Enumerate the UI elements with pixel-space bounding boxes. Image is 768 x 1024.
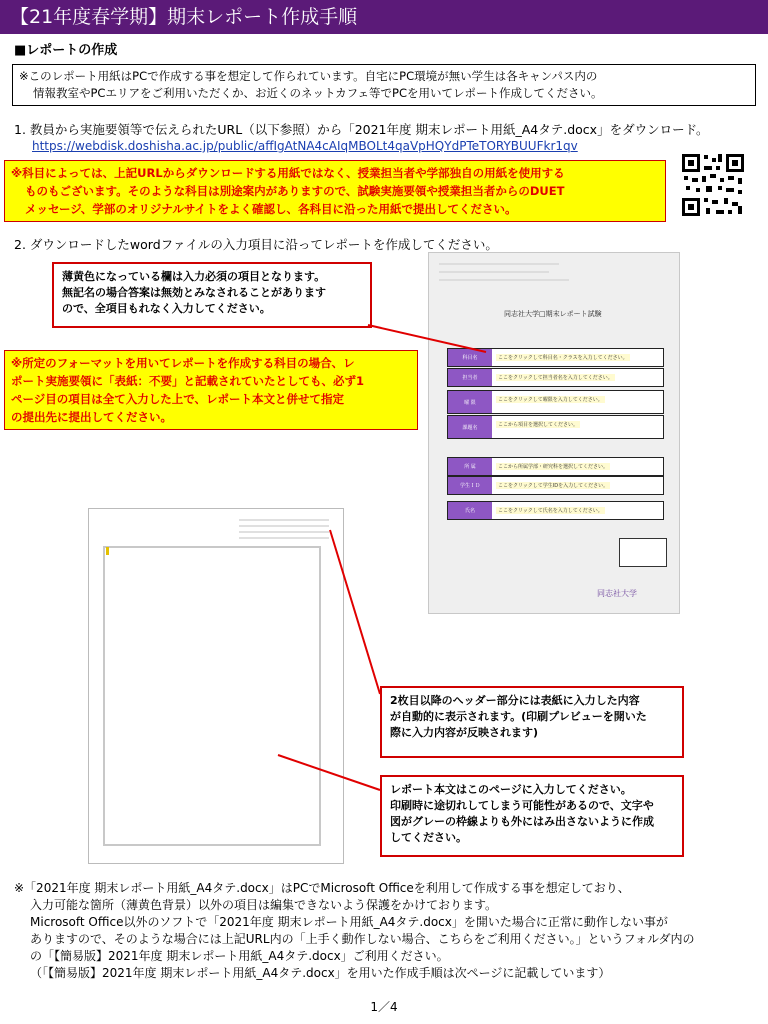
form-row	[447, 501, 664, 520]
header-auto-callout	[380, 686, 684, 758]
callout-line: 2枚目以降のヘッダー部分には表紙に入力した内容	[390, 694, 640, 707]
footnote	[14, 880, 758, 982]
form-row-label: 氏名	[448, 502, 492, 519]
page-title: 【21年度春学期】期末レポート作成手順	[0, 0, 768, 34]
form-title: 同志社大学□期末レポート試験	[504, 310, 602, 318]
footnote-line: 入力可能な箇所（薄黄色背景）以外の項目は編集できないよう保護をかけております。	[30, 898, 498, 912]
footnote-line: （「【簡易版】2021年度 期末レポート用紙_A4タテ.docx」を用いた作成手順は次ページに記載しています）	[30, 966, 611, 980]
pc-notice-box	[12, 64, 756, 106]
callout-line: してください。	[390, 831, 467, 844]
form-row	[447, 390, 664, 414]
form-row	[447, 348, 664, 367]
footnote-line: ※「2021年度 期末レポート用紙_A4タテ.docx」はPCでMicrosoft Officeを利用して作成する事を想定しており、	[14, 881, 630, 895]
callout-line: ページ目の項目は全て入力した上で、レポート本文と併せて指定	[11, 392, 345, 406]
form-row-field: ここから項目を選択してください。	[498, 422, 579, 428]
callout-line: 印刷時に途切れしてしまう可能性があるので、文字や	[390, 799, 654, 812]
body-input-callout	[380, 775, 684, 857]
university-logo: 同志社大学	[597, 589, 637, 598]
download-link[interactable]: https://webdisk.doshisha.ac.jp/public/affIgAtNA4cAIqMBOLt4qaVpHQYdPTeTORYBUUFkr1qv	[32, 139, 578, 153]
callout-line: 図がグレーの枠線よりも外にはみ出さないように作成	[390, 815, 654, 828]
form-row	[447, 368, 664, 387]
form-row-field: ここをクリックして氏名を入力してください。	[498, 508, 603, 514]
form-row	[447, 457, 664, 476]
text-area-frame	[103, 546, 321, 846]
warning-line: ものもございます。そのような科目は別途案内がありますので、試験実施要領や授業担当者からのDUET	[25, 184, 565, 198]
notice-line: ※このレポート用紙はPCで作成する事を想定して作られています。自宅にPC環境が無い学生は各キャンパス内の	[19, 69, 598, 83]
footnote-line: Microsoft Office以外のソフトで「2021年度 期末レポート用紙_A4タテ.docx」を開いた場合に正常に動作しない事が	[30, 915, 668, 929]
callout-line: 際に入力内容が反映されます)	[390, 726, 539, 739]
required-fields-callout	[52, 262, 372, 328]
callout-line: が自動的に表示されます。(印刷プレビューを開いた	[390, 710, 647, 723]
form-row-label: 科目名	[448, 349, 492, 366]
form-row	[447, 476, 664, 495]
form-row-label: 曜 限	[448, 391, 492, 413]
callout-line: ポート実施要領に「表紙：不要」と記載されていたとしても、必ず1	[11, 374, 364, 388]
step-1-text: 1. 教員から実施要領等で伝えられたURL（以下参照）から「2021年度 期末レポート用紙_A4タテ.docx」をダウンロード。	[14, 122, 709, 137]
subject-warning-box	[4, 160, 666, 222]
form-row-label: 所 属	[448, 458, 492, 475]
section-heading: ■レポートの作成	[14, 43, 118, 58]
cover-required-callout	[4, 350, 418, 430]
callout-line: 無記名の場合答案は無効とみなされることがあります	[62, 286, 326, 299]
form-row-field: ここをクリックして担当者名を入力してください。	[498, 375, 613, 381]
form-row-field: ここをクリックして科目名・クラスを入力してください。	[498, 355, 628, 361]
header-lines	[239, 519, 329, 543]
qr-code-icon	[680, 152, 746, 218]
callout-line: 薄黄色になっている欄は入力必須の項目となります。	[62, 270, 326, 283]
form-row-field: ここから所属学部・研究科を選択してください。	[498, 464, 609, 470]
form-row-field: ここをクリックして学生IDを入力してください。	[498, 483, 609, 489]
text-cursor-icon	[106, 547, 109, 555]
form-row	[447, 415, 664, 439]
warning-line: ※科目によっては、上記URLからダウンロードする用紙ではなく、授業担当者や学部独自の用紙を使用する	[11, 166, 565, 180]
footnote-line: ありますので、そのような場合には上記URL内の「上手く動作しない場合、こちらをご利用ください。」というフォルダ内の	[30, 932, 695, 946]
photo-box	[619, 538, 667, 567]
form-row-label: 担当者	[448, 369, 492, 386]
callout-line: レポート本文はこのページに入力してください。	[390, 783, 632, 796]
callout-line: ※所定のフォーマットを用いてレポートを作成する科目の場合、レ	[11, 356, 355, 370]
notice-line: 情報教室やPCエリアをご利用いただくか、お近くのネットカフェ等でPCを用いてレポート作成してください。	[33, 86, 603, 100]
report-body-page-screenshot	[88, 508, 344, 864]
step-2-text: 2. ダウンロードしたwordファイルの入力項目に沿ってレポートを作成してください。	[14, 237, 498, 252]
callout-line: の提出先に提出してください。	[11, 410, 172, 424]
warning-line: メッセージ、学部のオリジナルサイトをよく確認し、各科目に沿った用紙で提出してください。	[25, 202, 517, 216]
page-number: 1／4	[370, 1000, 398, 1014]
footnote-line: の「【簡易版】2021年度 期末レポート用紙_A4タテ.docx」ご利用ください。	[30, 949, 449, 963]
callout-line: ので、全項目もれなく入力してください。	[62, 302, 271, 315]
form-row-label: 学生ＩＤ	[448, 477, 492, 494]
form-row-label: 課題名	[448, 416, 492, 438]
form-cover-screenshot	[428, 252, 680, 614]
form-row-field: ここをクリックして曜限を入力してください。	[498, 397, 603, 403]
